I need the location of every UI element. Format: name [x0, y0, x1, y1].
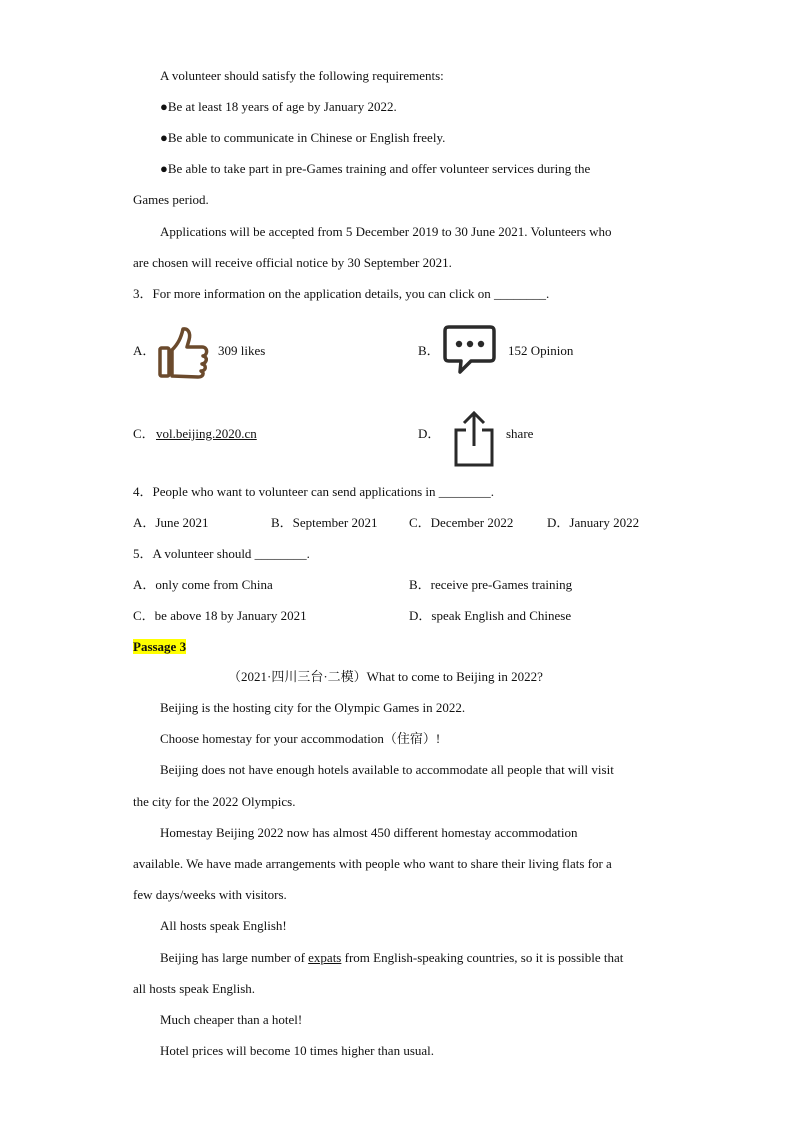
p3-p6-text-after: from English-speaking countries, so it is possible that [341, 950, 624, 965]
p3-paragraph-3-line2: the city for the 2022 Olympics. [133, 794, 296, 809]
p3-paragraph-3-line1: Beijing does not have enough hotels available to accommodate all people that will visit [160, 762, 614, 777]
thumbs-up-icon [158, 326, 210, 384]
expats-word: expats [308, 950, 342, 965]
q4-option-a: A．June 2021 [133, 515, 209, 530]
q3-option-a-label: A． [133, 343, 156, 358]
p3-paragraph-4-line2: available. We have made arrangements with people who want to share their living flats for a [133, 856, 612, 871]
passage-3-heading-text: Passage 3 [133, 639, 187, 654]
share-icon [452, 410, 496, 474]
q4-option-d: D．January 2022 [547, 515, 640, 530]
requirements-intro: A volunteer should satisfy the following requirements: [160, 68, 444, 83]
comment-icon [443, 324, 497, 380]
q3-option-d-text: share [506, 426, 534, 441]
p3-paragraph-4-line1: Homestay Beijing 2022 now has almost 450 different homestay accommodation [160, 825, 578, 840]
p3-paragraph-7: Much cheaper than a hotel! [160, 1012, 303, 1027]
p3-paragraph-6-line2: all hosts speak English. [133, 981, 256, 996]
q5-option-b: B．receive pre-Games training [409, 577, 573, 592]
q5-option-d: D．speak English and Chinese [409, 608, 572, 623]
q4-option-c: C．December 2022 [409, 515, 514, 530]
p3-paragraph-2: Choose homestay for your accommodation（住宿）! [160, 731, 441, 746]
q3-option-b-label: B． [418, 343, 440, 358]
passage-3-heading [133, 639, 186, 655]
p3-paragraph-4-line3: few days/weeks with visitors. [133, 887, 287, 902]
q5-option-a: A．only come from China [133, 577, 273, 592]
q4-option-b: B．September 2021 [271, 515, 378, 530]
q3-option-b-text: 152 Opinion [508, 343, 574, 358]
requirement-language: ●Be able to communicate in Chinese or English freely. [160, 130, 446, 145]
p3-p6-text-before: Beijing has large number of [160, 950, 309, 965]
p3-paragraph-8: Hotel prices will become 10 times higher than usual. [160, 1043, 435, 1058]
question-5-stem: 5．A volunteer should ________. [133, 546, 310, 561]
applications-line2: are chosen will receive official notice by 30 September 2021. [133, 255, 452, 270]
q3-option-c-label: C． [133, 426, 155, 441]
q3-option-c-link[interactable]: vol.beijing.2020.cn [156, 426, 257, 441]
question-3-stem: 3．For more information on the application details, you can click on ________. [133, 286, 550, 301]
p3-paragraph-6-line1 [160, 950, 623, 966]
q5-option-c: C．be above 18 by January 2021 [133, 608, 307, 623]
requirement-age: ●Be at least 18 years of age by January 2022. [160, 99, 397, 114]
question-4-stem: 4．People who want to volunteer can send applications in ________. [133, 484, 495, 499]
p3-paragraph-5: All hosts speak English! [160, 918, 287, 933]
p3-paragraph-1: Beijing is the hosting city for the Olympic Games in 2022. [160, 700, 466, 715]
requirement-training-line1: ●Be able to take part in pre-Games training and offer volunteer services during the [160, 161, 591, 176]
passage-3-title: （2021·四川三台·二模）What to come to Beijing in 2022? [228, 669, 543, 684]
q3-option-a-text: 309 likes [218, 343, 266, 358]
applications-line1: Applications will be accepted from 5 December 2019 to 30 June 2021. Volunteers who [160, 224, 612, 239]
requirement-training-line2: Games period. [133, 192, 209, 207]
q3-option-d-label: D． [418, 426, 441, 441]
